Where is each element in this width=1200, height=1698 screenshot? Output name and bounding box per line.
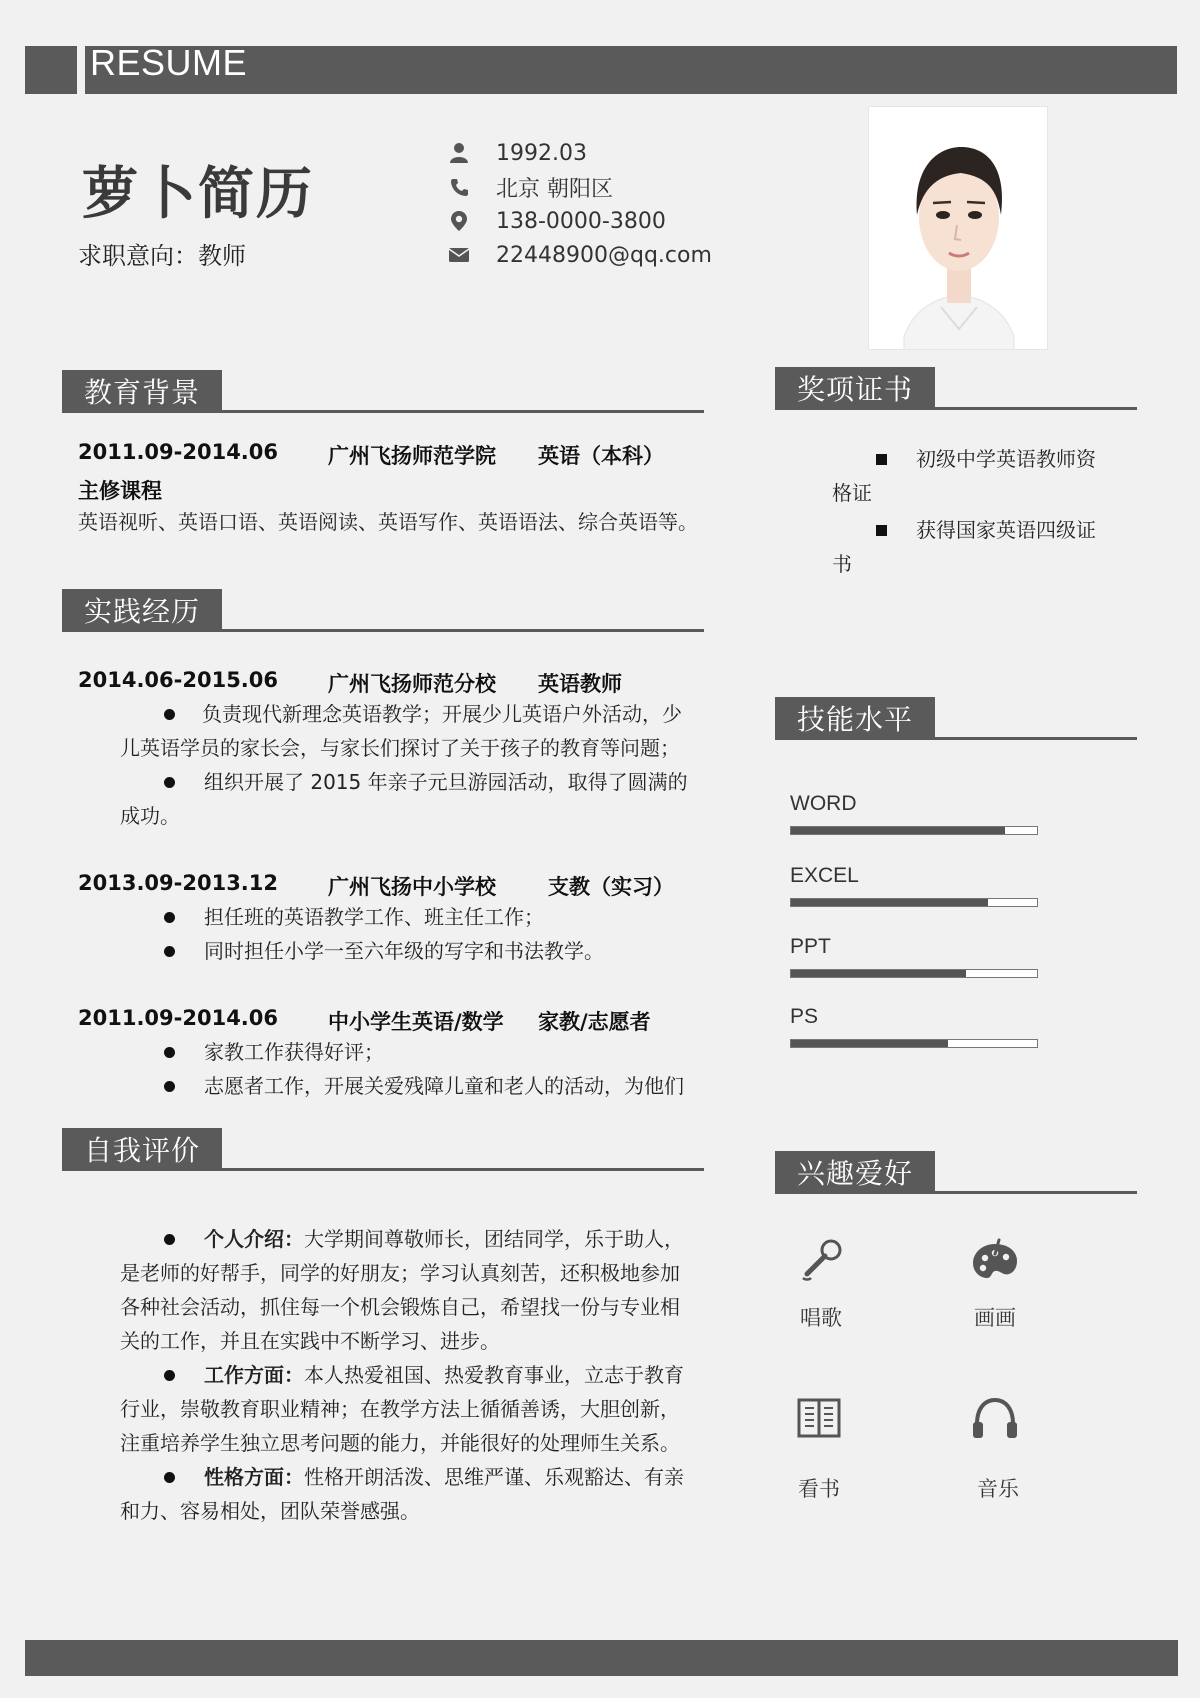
exp-bullet: 志愿者工作，开展关爱残障儿童和老人的活动，为他们 [120,1069,700,1103]
skill-label: WORD [790,792,857,815]
skill-bar [790,1039,1038,1048]
exp-bullet: 同时担任小学一至六年级的写字和书法教学。 [120,934,700,968]
bullet-dot [164,912,175,923]
section-divider [775,737,1137,740]
exp-role: 家教/志愿者 [538,1010,651,1034]
exp-org: 广州飞扬中小学校 [328,875,496,899]
self-eval-item: 性格方面：性格开朗活泼、思维严谨、乐观豁达、有亲 和力、容易相处，团队荣誉感强。 [120,1465,684,1523]
section-divider [775,407,1137,410]
hobby-label: 音乐 [977,1477,1019,1501]
skill-bar-fill [791,827,1005,834]
section-tab-skills: 技能水平 [775,697,935,739]
section-divider [775,1191,1137,1194]
section-divider [62,410,704,413]
exp-org: 中小学生英语/数学 [328,1010,504,1034]
edu-school: 广州飞扬师范学院 [328,444,496,468]
exp-bullet: 负责现代新理念英语教学；开展少儿英语户外活动，少 儿英语学员的家长会，与家长们探讨了关于孩子的教育等问题； [120,702,682,760]
award-item: 初级中学英语教师资 格证 [832,447,1096,505]
self-eval-item: 工作方面：本人热爱祖国、热爱教育事业，立志于教育 行业，崇敬教育职业精神；在教学方法上循循善诱，大胆创新， 注重培养学生独立思考问题的能力，并能很好的处理师生关系。 [120,1363,684,1455]
bullet-dot [164,1472,175,1483]
skill-bar-fill [791,970,966,977]
section-tab-education: 教育背景 [62,370,222,412]
section-tab-experience: 实践经历 [62,589,222,631]
bullet-square [876,454,887,465]
section-tab-awards: 奖项证书 [775,367,935,409]
skill-bar [790,969,1038,978]
birth-value: 1992.03 [496,140,587,166]
contact-email [446,240,712,270]
email-value: 22448900@qq.com [496,242,712,268]
exp-period: 2013.09-2013.12 [78,871,279,895]
contact-location [446,172,613,202]
contact-birth [446,138,587,168]
palette-icon [967,1232,1023,1288]
candidate-name: 萝卜简历 [82,162,314,227]
bullet-dot [164,946,175,957]
phone-value: 138-0000-3800 [496,208,666,234]
bullet-dot [164,777,175,788]
bullet-dot [164,1047,175,1058]
exp-role: 支教（实习） [548,875,674,899]
skill-bar [790,898,1038,907]
bullet-square [876,525,887,536]
header-left-block [25,46,77,94]
self-eval-item: 个人介绍：大学期间尊敬师长，团结同学，乐于助人， 是老师的好帮手，同学的好朋友；学习认真刻苦，还积极地参加 各种社会活动，抓住每一个机会锻炼自己，希望找一份与专业相 关的工作，并且在实践中不断学习、进步。 [120,1227,684,1353]
location-pin-icon [446,208,472,234]
job-objective: 求职意向：教师 [78,242,246,270]
section-tab-self-eval: 自我评价 [62,1128,222,1170]
bullet-dot [164,709,175,720]
hobby-label: 画画 [974,1306,1016,1330]
skill-label: EXCEL [790,864,859,887]
bullet-dot [164,1081,175,1092]
edu-period: 2011.09-2014.06 [78,440,279,464]
exp-bullet: 组织开展了 2015 年亲子元旦游园活动，取得了圆满的 成功。 [120,770,688,828]
bullet-dot [164,1370,175,1381]
section-divider [62,629,704,632]
location-value: 北京 朝阳区 [496,176,613,202]
book-icon [791,1390,847,1446]
skill-bar [790,826,1038,835]
footer-bar [25,1640,1178,1676]
exp-org: 广州飞扬师范分校 [328,672,496,696]
exp-role: 英语教师 [538,672,622,696]
profile-photo [868,106,1048,350]
mail-icon [446,242,472,268]
skill-label: PS [790,1005,819,1028]
hobby-label: 唱歌 [800,1306,842,1330]
contact-phone [446,206,666,236]
headphones-icon [967,1390,1023,1446]
edu-major: 英语（本科） [538,444,664,468]
edu-courses-label: 主修课程 [78,479,162,503]
exp-period: 2014.06-2015.06 [78,668,279,692]
phone-icon [446,174,472,200]
bullet-dot [164,1234,175,1245]
resume-label: RESUME [90,42,248,83]
skill-label: PPT [790,935,831,958]
exp-bullet: 担任班的英语教学工作、班主任工作； [120,900,700,934]
exp-bullet: 家教工作获得好评； [120,1035,700,1069]
microphone-icon [793,1232,849,1288]
header-bar [85,46,1177,94]
hobby-label: 看书 [798,1477,840,1501]
section-tab-hobbies: 兴趣爱好 [775,1151,935,1193]
exp-period: 2011.09-2014.06 [78,1006,279,1030]
section-divider [62,1168,704,1171]
skill-bar-fill [791,1040,948,1047]
person-icon [446,140,472,166]
award-item: 获得国家英语四级证 书 [832,518,1096,576]
skill-bar-fill [791,899,988,906]
edu-courses: 英语视听、英语口语、英语阅读、英语写作、英语语法、综合英语等。 [78,510,698,534]
